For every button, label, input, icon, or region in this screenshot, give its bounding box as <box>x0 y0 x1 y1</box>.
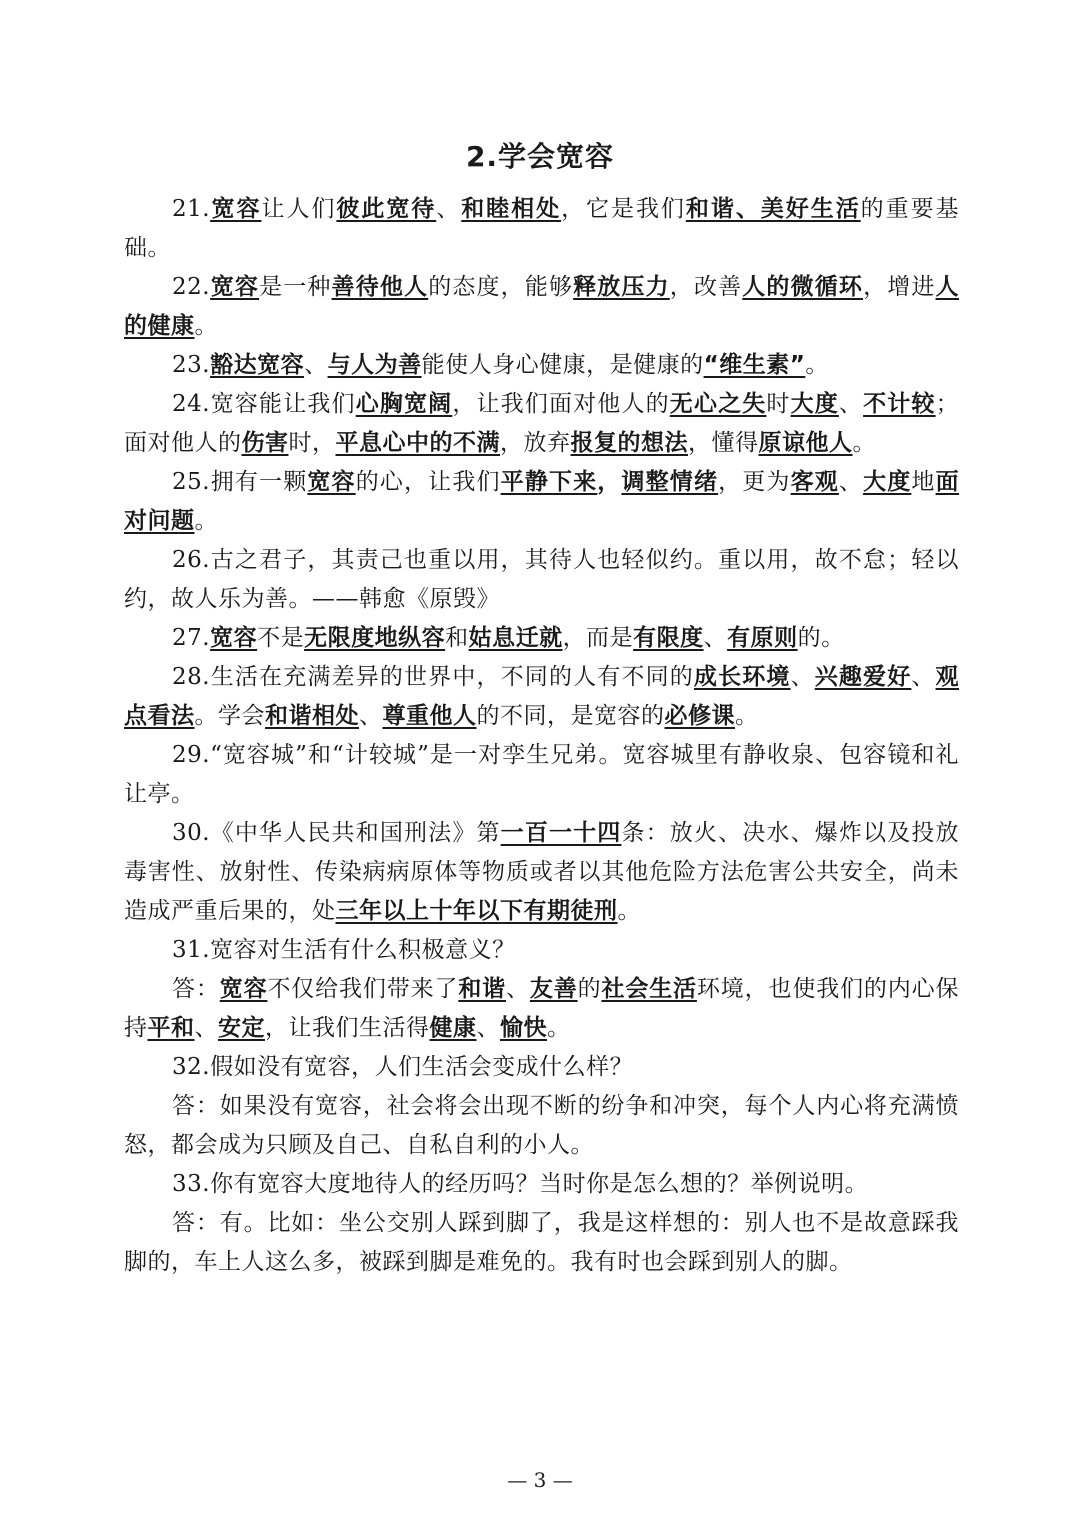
paragraph <box>124 1165 959 1204</box>
section-title: 2.学会宽容 <box>465 140 615 173</box>
page-number: — 3 — <box>507 1468 573 1492</box>
key-term: 豁达宽容 <box>210 352 305 378</box>
text-segment: 不仅给我们带来了 <box>267 976 459 1002</box>
paragraph <box>124 541 959 619</box>
paragraph <box>124 1087 959 1165</box>
text-segment: ，它是我们 <box>561 196 686 222</box>
text-segment: 21. <box>172 196 211 222</box>
key-term: 愉快 <box>500 1015 547 1041</box>
key-term: “维生素” <box>703 352 806 378</box>
text-segment: 是一种 <box>259 274 332 300</box>
text-segment: 25.拥有一颗 <box>172 469 308 495</box>
text-segment: ，懂得 <box>688 430 759 456</box>
paragraph <box>124 268 959 346</box>
key-term: 宽容 <box>210 274 260 300</box>
key-term: 安定 <box>218 1015 265 1041</box>
key-term: 和谐 <box>458 976 507 1002</box>
key-term: 彼此宽待 <box>336 196 437 222</box>
key-term: 成长环境 <box>693 664 791 690</box>
text-segment: 24.宽容能让我们 <box>172 391 356 417</box>
text-segment: 、 <box>838 391 864 417</box>
paragraph <box>124 190 959 268</box>
text-segment: 。 <box>617 898 641 924</box>
key-term: 一百一十四 <box>500 820 622 846</box>
key-term: 无限度地纵容 <box>304 625 446 651</box>
text-segment: 。 <box>547 1015 571 1041</box>
key-term: 人的微循环 <box>742 274 864 300</box>
paragraph <box>124 736 959 814</box>
text-segment: 、 <box>790 664 815 690</box>
question-list <box>124 190 959 1282</box>
text-segment: 。学会 <box>194 703 265 729</box>
key-term: 必修课 <box>664 703 735 729</box>
text-segment: ，更为 <box>718 469 791 495</box>
key-term: 大度 <box>863 469 912 495</box>
key-term: 有原则 <box>727 625 798 651</box>
text-segment: 、 <box>436 196 462 222</box>
key-term: 三年以上十年以下有期徒刑 <box>335 898 618 924</box>
key-term: 观点看法 <box>124 664 960 729</box>
text-segment: 32.假如没有宽容，人们生活会变成什么样？ <box>172 1054 634 1080</box>
text-segment: 的。 <box>797 625 845 651</box>
key-term: 心胸宽阔 <box>355 391 453 417</box>
text-segment: ，让我们面对他人的 <box>452 391 670 417</box>
text-segment: 和 <box>445 625 469 651</box>
text-segment: 时 <box>766 391 791 417</box>
text-segment: 地 <box>911 469 936 495</box>
text-segment: 28.生活在充满差异的世界中，不同的人有不同的 <box>172 664 694 690</box>
key-term: 和睦相处 <box>461 196 562 222</box>
text-segment: ， <box>597 469 622 495</box>
text-segment: 、 <box>838 469 864 495</box>
text-segment: 23. <box>172 352 211 378</box>
text-segment: 。 <box>194 508 218 534</box>
text-segment: ，让我们生活得 <box>265 1015 430 1041</box>
text-segment: ，改善 <box>669 274 743 300</box>
text-segment: 。 <box>735 703 759 729</box>
text-segment: 29.“宽容城”和“计较城”是一对孪生兄弟。宽容城里有静收泉、包容镜和礼让亭。 <box>124 742 959 807</box>
text-segment: 答：有。比如：坐公交别人踩到脚了，我是这样想的：别人也不是故意踩我脚的，车上人这么多，被踩到脚是难免的。我有时也会踩到别人的脚。 <box>124 1210 959 1275</box>
paragraph <box>124 385 959 463</box>
key-term: 兴趣爱好 <box>814 664 912 690</box>
text-segment: 答： <box>172 976 220 1002</box>
key-term: 有限度 <box>633 625 704 651</box>
key-term: 健康 <box>429 1015 477 1041</box>
text-segment: ，放弃 <box>500 430 571 456</box>
paragraph <box>124 658 959 736</box>
text-segment: 、 <box>359 703 383 729</box>
key-term: 与人为善 <box>327 352 422 378</box>
text-segment: 。 <box>194 313 218 339</box>
text-segment: 答：如果没有宽容，社会将会出现不断的纷争和冲突，每个人内心将充满愤怒，都会成为只顾及自己、自私自利的小人。 <box>124 1093 959 1158</box>
key-term: 人的健康 <box>124 274 960 339</box>
key-term: 原谅他人 <box>758 430 853 456</box>
key-term: 善待他人 <box>331 274 429 300</box>
paragraph <box>124 931 959 970</box>
text-segment: 、 <box>304 352 328 378</box>
key-term: 大度 <box>790 391 839 417</box>
text-segment: 条：放火、决水、爆炸以及投放毒害性、放射性、传染病病原体等物质或者以其他危险方法危害公共安全，尚未造成严重后果的，处 <box>124 820 960 924</box>
text-segment: 能使人身心健康，是健康的 <box>421 352 704 378</box>
paragraph <box>124 463 959 541</box>
text-segment: 、 <box>194 1015 218 1041</box>
key-term: 姑息迁就 <box>468 625 563 651</box>
text-segment: 的 <box>577 976 602 1002</box>
key-term: 和谐、美好生活 <box>685 196 861 222</box>
key-term: 伤害 <box>241 430 289 456</box>
text-segment: 。 <box>852 430 876 456</box>
key-term: 宽容 <box>219 976 268 1002</box>
key-term: 报复的想法 <box>570 430 688 456</box>
key-term: 平静下来 <box>500 469 598 495</box>
text-segment: 时， <box>288 430 336 456</box>
text-segment: 让人们 <box>261 196 337 222</box>
key-term: 面对问题 <box>124 469 960 534</box>
text-segment: 不是 <box>257 625 305 651</box>
key-term: 平息心中的不满 <box>335 430 500 456</box>
text-segment: 33.你有宽容大度地待人的经历吗？当时你是怎么想的？举例说明。 <box>172 1171 869 1197</box>
paragraph <box>124 970 959 1048</box>
paragraph <box>124 814 959 931</box>
text-segment: 的心，让我们 <box>355 469 501 495</box>
text-segment: ，增进 <box>863 274 936 300</box>
text-segment: 的不同，是宽容的 <box>476 703 665 729</box>
key-term: 释放压力 <box>573 274 670 300</box>
text-segment: 30.《中华人民共和国刑法》第 <box>172 820 501 846</box>
text-segment: 26.古之君子，其责己也重以用，其待人也轻似约。重以用，故不怠；轻以约，故人乐为善。——韩愈《原毁》 <box>124 547 959 612</box>
text-segment: 的态度，能够 <box>428 274 574 300</box>
key-term: 无心之失 <box>669 391 767 417</box>
paragraph <box>124 346 959 385</box>
key-term: 和谐相处 <box>265 703 359 729</box>
text-segment: 环境，也使我们的内心保持 <box>124 976 959 1041</box>
text-segment: 的重要基础。 <box>124 196 960 261</box>
text-segment: 22. <box>172 274 211 300</box>
paragraph <box>124 1204 959 1282</box>
paragraph <box>124 619 959 658</box>
key-term: 友善 <box>529 976 578 1002</box>
text-segment: 、 <box>703 625 728 651</box>
text-segment: 、 <box>476 1015 500 1041</box>
key-term: 不计较 <box>863 391 936 417</box>
key-term: 社会生活 <box>601 976 697 1002</box>
text-segment: 27. <box>172 625 211 651</box>
text-segment: ；面对他人的 <box>124 391 960 456</box>
key-term: 宽容 <box>210 625 258 651</box>
key-term: 平和 <box>147 1015 195 1041</box>
text-segment: 、 <box>911 664 936 690</box>
key-term: 调整情绪 <box>621 469 719 495</box>
key-term: 尊重他人 <box>382 703 477 729</box>
text-segment: 31.宽容对生活有什么积极意义？ <box>172 937 516 963</box>
key-term: 客观 <box>790 469 839 495</box>
key-term: 宽容 <box>210 196 262 222</box>
paragraph <box>124 1048 959 1087</box>
text-segment: 。 <box>805 352 829 378</box>
key-term: 宽容 <box>307 469 356 495</box>
text-segment: 、 <box>506 976 530 1002</box>
text-segment: ，而是 <box>562 625 634 651</box>
